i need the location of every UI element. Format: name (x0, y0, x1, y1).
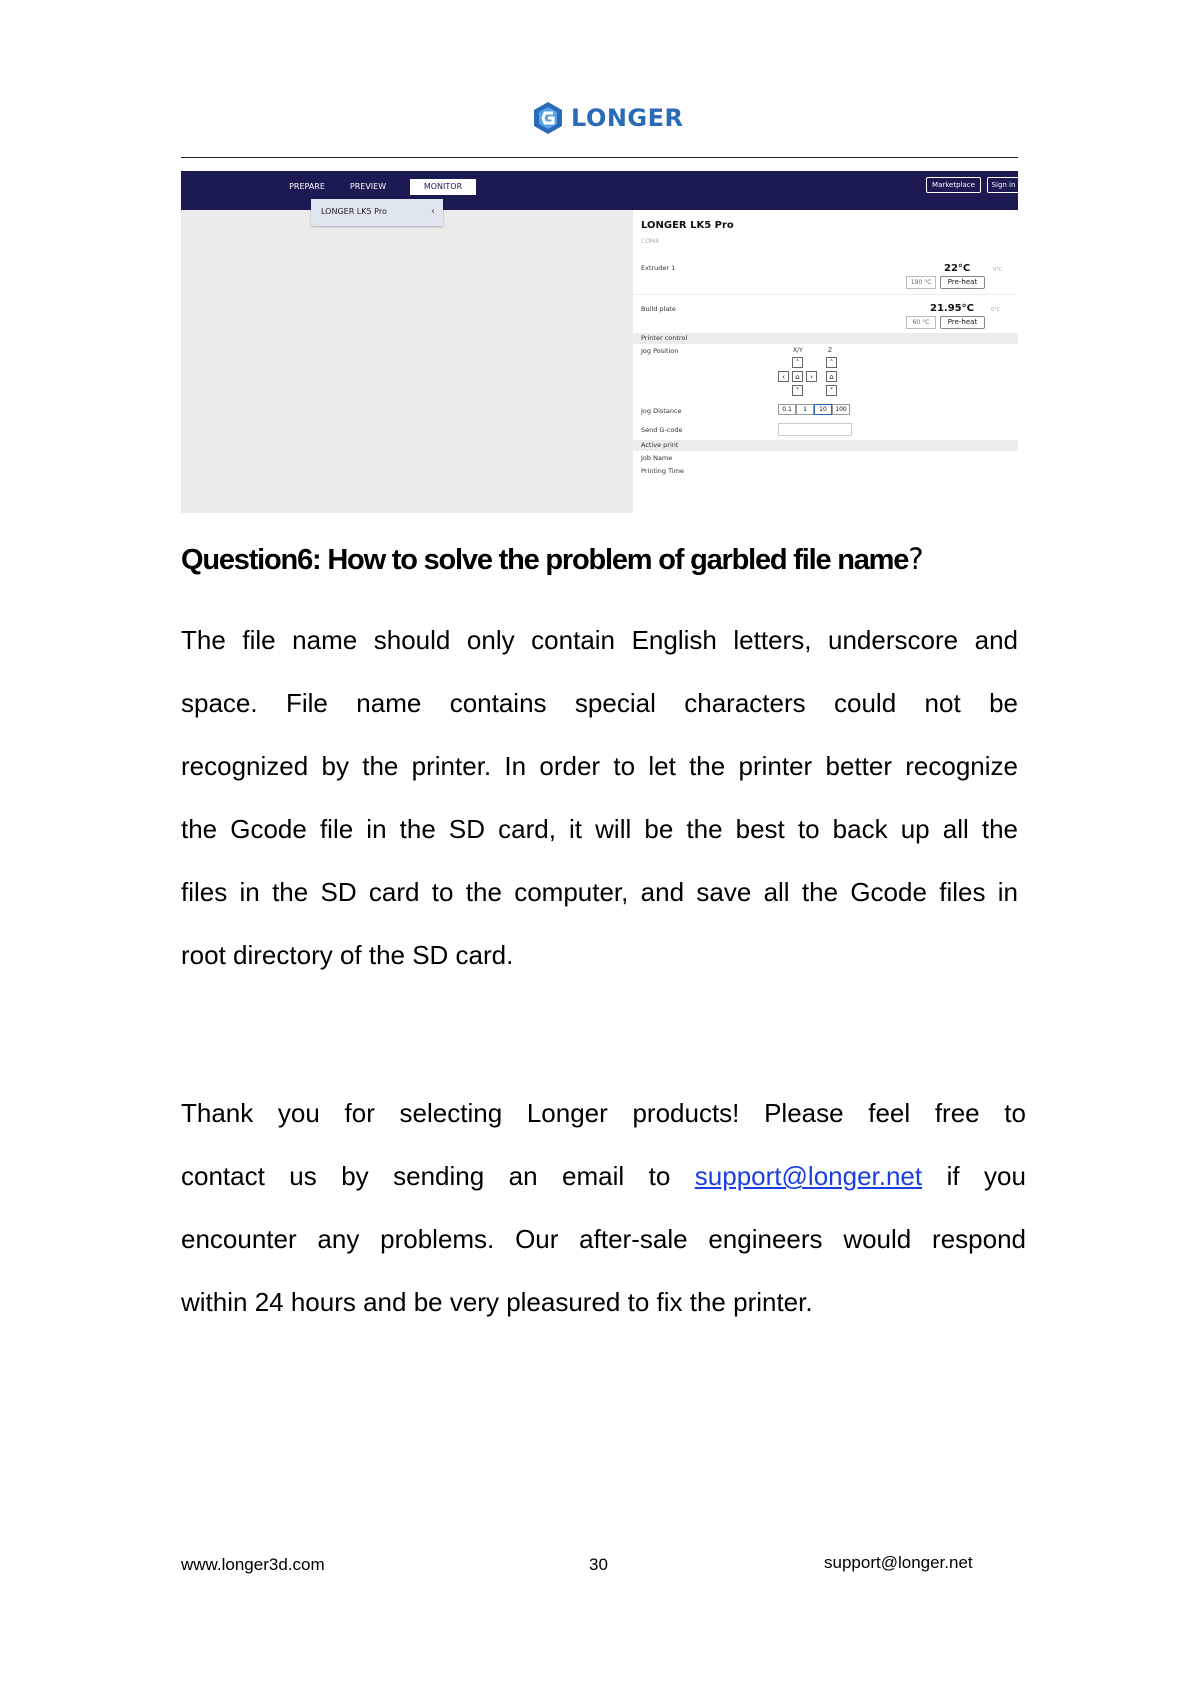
answer-line: The file name should only contain English letters, underscore and (181, 625, 1018, 655)
jog-y-up-icon[interactable]: ˄ (792, 357, 803, 368)
tab-prepare[interactable]: PREPARE (289, 182, 325, 191)
jog-x-left-icon[interactable]: ‹ (778, 371, 789, 382)
gcode-input[interactable] (778, 423, 852, 436)
build-plate-input-value: 60 (912, 319, 921, 326)
build-plate-temp-input[interactable] (906, 316, 936, 329)
jog-x-right-icon[interactable]: › (806, 371, 817, 382)
closing-line: Thank you for selecting Longer products! Please feel free to (181, 1098, 1026, 1128)
footer-website: www.longer3d.com (181, 1555, 325, 1574)
page-number: 30 (589, 1555, 608, 1574)
answer-line: space. File name contains special characters could not be (181, 688, 1018, 718)
answer-line: root directory of the SD card. (181, 940, 514, 970)
jog-z-home-icon[interactable]: ⌂ (826, 371, 837, 382)
xy-axis-label: X/Y (793, 347, 803, 354)
printer-monitor-panel (633, 210, 1018, 513)
longer-logo-icon (531, 101, 565, 135)
printer-selector[interactable] (311, 199, 443, 226)
build-plate-target: 0°C (991, 307, 1001, 313)
printer-selector-label: LONGER LK5 Pro (321, 207, 387, 216)
question-mark: ? (908, 542, 924, 576)
active-print-heading: Active print (641, 441, 679, 449)
extruder-temperature: 22°C (944, 263, 971, 274)
header-divider (181, 157, 1018, 158)
closing-text: if you (946, 1161, 1026, 1191)
printer-control-heading: Printer control (641, 334, 688, 342)
jog-distance-option[interactable]: 100 (832, 404, 850, 415)
question-heading (181, 542, 924, 577)
answer-line: the Gcode file in the SD card, it will be the best to back up all the (181, 814, 1018, 844)
jog-xy-home-icon[interactable]: ⌂ (792, 371, 803, 382)
jog-position-label: Jog Position (641, 347, 679, 355)
chevron-left-icon: ‹ (431, 206, 435, 217)
jog-distance-option-selected[interactable]: 10 (814, 404, 832, 415)
active-print-section (633, 440, 1018, 451)
question-heading-text: Question6: How to solve the problem of garbled file name (181, 544, 909, 576)
jog-distance-option[interactable]: 1 (796, 404, 814, 415)
printing-time-label: Printing Time (641, 467, 684, 475)
job-name-label: Job Name (641, 454, 673, 462)
build-plate-input-unit: °C (922, 319, 930, 326)
closing-line: encounter any problems. Our after-sale engineers would respond (181, 1224, 1026, 1254)
footer-email: support@longer.net (824, 1553, 973, 1572)
answer-line: files in the SD card to the computer, and save all the Gcode files in (181, 877, 1018, 907)
closing-text: contact us by sending an email to (181, 1161, 671, 1191)
send-gcode-label: Send G-code (641, 426, 683, 434)
support-email-link[interactable]: support@longer.net (694, 1161, 923, 1191)
tab-monitor[interactable]: MONITOR (410, 179, 476, 195)
jog-distance-option[interactable]: 0.1 (778, 404, 796, 415)
jog-z-down-icon[interactable]: ˅ (826, 385, 837, 396)
closing-line-contact (181, 1145, 1026, 1208)
extruder-input-unit: °C (924, 279, 932, 286)
top-nav-bar (181, 171, 1018, 210)
extruder-label: Extruder 1 (641, 264, 676, 272)
closing-paragraph (181, 1082, 1026, 1334)
build-plate-label: Build plate (641, 305, 676, 313)
marketplace-button[interactable]: Marketplace (926, 177, 981, 193)
printer-control-section (633, 333, 1018, 344)
jog-z-up-icon[interactable]: ˄ (826, 357, 837, 368)
printer-port: COM4 (641, 238, 659, 245)
brand-name: LONGER (571, 104, 684, 132)
viewport-area (181, 210, 633, 513)
z-axis-label: Z (828, 347, 833, 354)
section-divider (633, 294, 1018, 295)
extruder-target: 0°C (993, 267, 1003, 273)
sign-in-button[interactable]: Sign in (987, 177, 1018, 193)
extruder-temp-input[interactable] (906, 276, 936, 289)
extruder-preheat-button[interactable]: Pre-heat (940, 276, 985, 289)
closing-line: within 24 hours and be very pleasured to fix the printer. (181, 1287, 813, 1317)
brand-logo (531, 100, 684, 136)
printer-name: LONGER LK5 Pro (641, 220, 734, 231)
build-plate-preheat-button[interactable]: Pre-heat (940, 316, 985, 329)
jog-y-down-icon[interactable]: ˅ (792, 385, 803, 396)
tab-preview[interactable]: PREVIEW (349, 182, 387, 191)
build-plate-temperature: 21.95°C (930, 303, 974, 314)
answer-paragraph (181, 609, 1018, 987)
jog-distance-label: Jog Distance (641, 407, 682, 415)
extruder-input-value: 190 (910, 279, 923, 286)
answer-line: recognized by the printer. In order to let the printer better recognize (181, 751, 1018, 781)
monitor-screenshot (181, 171, 1018, 513)
